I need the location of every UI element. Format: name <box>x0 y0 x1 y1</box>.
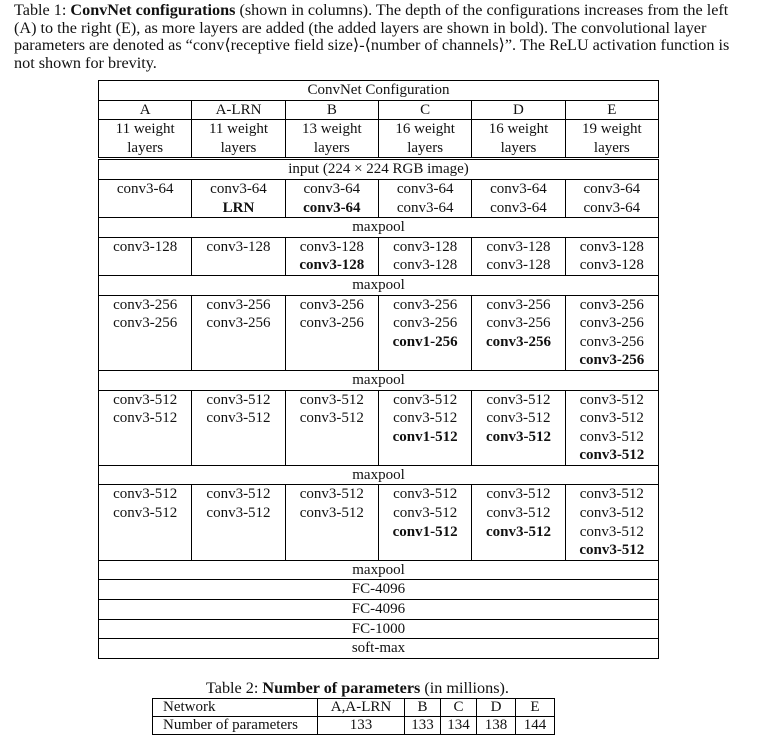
table2-caption-rest: (in millions). <box>424 679 509 697</box>
layer-name: conv3-512 <box>206 410 271 427</box>
layer-name: conv3-512 <box>206 486 271 503</box>
layer-name: conv3-512 <box>485 428 551 445</box>
parameters-value-cell: 133 <box>318 717 405 735</box>
column-header-unit: layers <box>378 139 471 159</box>
layer-name: conv3-128 <box>486 257 551 274</box>
parameters-value-cell: 134 <box>441 717 477 735</box>
layer-name: conv3-128 <box>299 257 365 274</box>
layer-name: conv3-64 <box>583 180 641 197</box>
table2-caption-bold: Number of parameters <box>262 679 421 697</box>
layer-name: conv3-512 <box>206 505 271 522</box>
layer-cell <box>472 237 565 275</box>
parameters-value-cell: 133 <box>405 717 441 735</box>
layer-name: conv3-64 <box>303 180 361 197</box>
layer-name: conv3-512 <box>113 391 178 408</box>
layer-name: conv3-256 <box>299 315 364 332</box>
layer-name: conv3-128 <box>393 257 458 274</box>
layer-name: conv3-512 <box>486 486 551 503</box>
column-header-depth: 13 weight <box>285 120 378 139</box>
layer-name: conv3-512 <box>485 523 551 540</box>
parameters-value-cell: 144 <box>516 717 555 735</box>
layer-name: conv3-512 <box>113 410 178 427</box>
layer-name: conv3-256 <box>299 296 364 313</box>
layer-name: conv3-512 <box>113 505 178 522</box>
header-row <box>99 120 659 139</box>
layer-name: conv3-256 <box>486 315 551 332</box>
maxpool-label: maxpool <box>99 465 659 485</box>
column-header-name: E <box>565 100 658 120</box>
layer-name: conv3-128 <box>113 238 178 255</box>
table1-caption-bold: ConvNet configurations <box>70 1 236 19</box>
layer-name: conv3-64 <box>303 199 361 216</box>
layer-cell <box>472 485 565 560</box>
layer-name: conv3-512 <box>486 410 551 427</box>
layer-cell <box>378 390 471 465</box>
layer-cell <box>192 179 285 217</box>
layer-name: conv3-512 <box>579 447 645 464</box>
parameters-header-cell: A,A-LRN <box>318 699 405 717</box>
layer-name: conv3-512 <box>299 391 364 408</box>
layer-name: conv3-512 <box>299 505 364 522</box>
column-header-unit: layers <box>565 139 658 159</box>
column-header-name: A-LRN <box>192 100 285 120</box>
layer-name: conv1-512 <box>392 523 458 540</box>
layer-name: conv3-256 <box>579 315 644 332</box>
layer-cell <box>565 485 658 560</box>
layer-cell <box>99 237 192 275</box>
layer-cell <box>99 390 192 465</box>
tail-layer-row <box>99 639 659 659</box>
maxpool-label-row <box>99 465 659 485</box>
block-row <box>99 485 659 560</box>
layer-name: conv3-512 <box>579 391 644 408</box>
input-row-label-row <box>99 159 659 180</box>
layer-name: conv3-256 <box>113 296 178 313</box>
table-title-row <box>99 81 659 101</box>
tail-layer-row <box>99 619 659 639</box>
maxpool-label: maxpool <box>99 275 659 295</box>
maxpool-label-row <box>99 370 659 390</box>
layer-name: conv3-512 <box>579 428 644 445</box>
header-row <box>99 100 659 120</box>
layer-cell <box>99 485 192 560</box>
parameters-value-cell: Number of parameters <box>153 717 318 735</box>
layer-name: conv3-512 <box>393 486 458 503</box>
layer-name: conv3-512 <box>579 523 644 540</box>
layer-cell <box>378 237 471 275</box>
column-header-depth: 16 weight <box>472 120 565 139</box>
maxpool-label-row <box>99 275 659 295</box>
maxpool-label: maxpool <box>99 218 659 238</box>
layer-name: conv3-256 <box>579 352 645 369</box>
layer-name: conv3-128 <box>393 238 458 255</box>
block-row <box>99 237 659 275</box>
layer-cell <box>378 179 471 217</box>
table1-caption <box>14 2 750 72</box>
tail-layer-row <box>99 600 659 620</box>
layer-name: conv3-256 <box>113 315 178 332</box>
layer-name: conv3-64 <box>210 180 267 197</box>
layer-name: conv3-128 <box>299 238 364 255</box>
layer-name: conv3-64 <box>583 199 641 216</box>
input-row-label: input (224 × 224 RGB image) <box>99 159 659 180</box>
maxpool-label-row <box>99 218 659 238</box>
layer-cell <box>472 390 565 465</box>
layer-name: conv1-512 <box>392 428 458 445</box>
tail-layer-row <box>99 580 659 600</box>
column-header-unit: layers <box>99 139 192 159</box>
layer-cell <box>285 485 378 560</box>
column-header-name: B <box>285 100 378 120</box>
layer-name: conv3-256 <box>206 296 271 313</box>
layer-name: conv3-128 <box>579 257 644 274</box>
tail-layer: FC-4096 <box>99 580 659 600</box>
table1-caption-prefix: Table 1: <box>14 1 67 19</box>
parameters-header-cell: D <box>477 699 516 717</box>
parameters-header-cell: B <box>405 699 441 717</box>
parameters-header-cell: Network <box>153 699 318 717</box>
convnet-configuration-table <box>98 80 659 659</box>
layer-name: conv3-512 <box>579 486 644 503</box>
parameters-value-cell: 138 <box>477 717 516 735</box>
layer-name: conv3-256 <box>579 296 644 313</box>
layer-cell <box>285 237 378 275</box>
layer-cell <box>285 179 378 217</box>
layer-cell <box>565 295 658 370</box>
column-header-unit: layers <box>192 139 285 159</box>
layer-name: conv3-64 <box>490 180 547 197</box>
layer-name: conv3-256 <box>579 333 644 350</box>
column-header-depth: 19 weight <box>565 120 658 139</box>
layer-name: conv3-64 <box>396 199 454 216</box>
layer-cell <box>472 295 565 370</box>
layer-cell <box>192 485 285 560</box>
layer-name: conv3-64 <box>490 199 547 216</box>
parameters-table <box>152 698 555 735</box>
block-row <box>99 390 659 465</box>
column-header-name: D <box>472 100 565 120</box>
tail-layer: maxpool <box>99 560 659 580</box>
column-header-name: A <box>99 100 192 120</box>
maxpool-label: maxpool <box>99 370 659 390</box>
layer-cell <box>192 237 285 275</box>
block-row <box>99 179 659 217</box>
layer-name: conv3-512 <box>299 410 364 427</box>
layer-name: conv3-128 <box>579 238 644 255</box>
layer-name: conv3-512 <box>579 542 645 559</box>
header-row <box>99 139 659 159</box>
column-header-unit: layers <box>472 139 565 159</box>
layer-cell <box>99 179 192 217</box>
table1-caption-rest: (shown in columns). The depth of the configurations increases from the left (A) to the right (E), as more layers are added (the added layers are shown in bold). The convolutional layer parameters are denoted as “conv⟨receptive field size⟩-⟨number of channels⟩”. The ReLU activation function is not shown for brevity. <box>14 1 730 72</box>
layer-cell <box>565 237 658 275</box>
layer-name: conv3-512 <box>486 391 551 408</box>
layer-name: conv3-128 <box>206 238 271 255</box>
column-header-depth: 11 weight <box>99 120 192 139</box>
tail-layer: soft-max <box>99 639 659 659</box>
layer-cell <box>192 295 285 370</box>
layer-name: conv3-256 <box>206 315 271 332</box>
layer-cell <box>565 390 658 465</box>
layer-cell <box>472 179 565 217</box>
layer-name: conv3-256 <box>393 296 458 313</box>
parameters-value-row <box>153 717 555 735</box>
layer-cell <box>285 390 378 465</box>
layer-cell <box>192 390 285 465</box>
column-header-depth: 16 weight <box>378 120 471 139</box>
parameters-header-cell: C <box>441 699 477 717</box>
table2-caption <box>206 679 509 698</box>
layer-cell <box>285 295 378 370</box>
layer-name: conv3-512 <box>579 410 644 427</box>
table-title: ConvNet Configuration <box>99 81 659 101</box>
block-row <box>99 295 659 370</box>
column-header-unit: layers <box>285 139 378 159</box>
layer-cell <box>99 295 192 370</box>
column-header-depth: 11 weight <box>192 120 285 139</box>
layer-name: conv3-512 <box>113 486 178 503</box>
layer-name: conv3-64 <box>396 180 454 197</box>
layer-name: conv3-512 <box>299 486 364 503</box>
layer-cell <box>378 295 471 370</box>
layer-cell <box>565 179 658 217</box>
layer-name: conv3-256 <box>393 315 458 332</box>
layer-name: conv1-256 <box>392 333 458 350</box>
layer-name: conv3-128 <box>486 238 551 255</box>
column-header-name: C <box>378 100 471 120</box>
layer-name: LRN <box>222 199 255 216</box>
layer-name: conv3-512 <box>579 505 644 522</box>
layer-name: conv3-512 <box>393 410 458 427</box>
layer-name: conv3-512 <box>206 391 271 408</box>
layer-name: conv3-256 <box>485 333 551 350</box>
layer-name: conv3-512 <box>393 505 458 522</box>
table2-caption-prefix: Table 2: <box>206 679 259 697</box>
parameters-header-cell: E <box>516 699 555 717</box>
parameters-header-row <box>153 699 555 717</box>
tail-layer: FC-4096 <box>99 600 659 620</box>
layer-name: conv3-512 <box>486 505 551 522</box>
tail-layer-row <box>99 560 659 580</box>
layer-name: conv3-64 <box>116 180 174 197</box>
layer-name: conv3-512 <box>393 391 458 408</box>
layer-name: conv3-256 <box>486 296 551 313</box>
tail-layer: FC-1000 <box>99 619 659 639</box>
layer-cell <box>378 485 471 560</box>
